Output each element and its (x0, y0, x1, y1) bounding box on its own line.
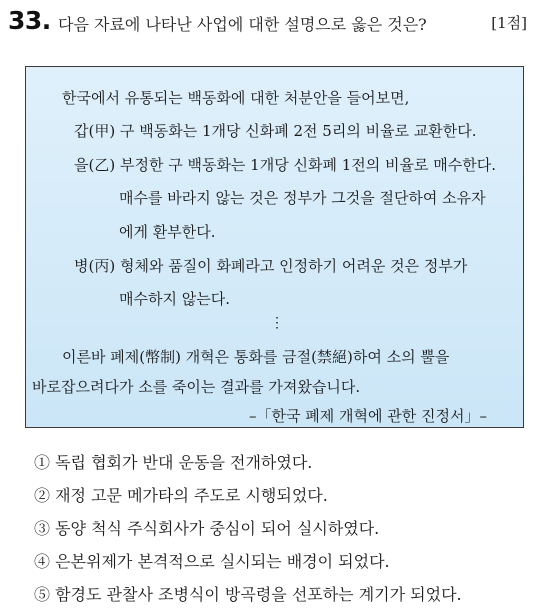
source-byeong-1: 병(丙) 형체와 품질이 화폐라고 인정하기 어려운 것은 정부가 (74, 257, 468, 275)
source-eul-2: 매수를 바라지 않는 것은 정부가 그것을 절단하여 소유자 (119, 189, 486, 207)
answer-choice-4[interactable]: ④ 은본위제가 본격적으로 실시되는 배경이 되었다. (34, 552, 390, 571)
source-conclusion-1: 이른바 폐제(幣制) 개혁은 통화를 금절(禁絕)하여 소의 뿔을 (62, 348, 450, 366)
question-header (8, 4, 531, 40)
question-points: [1점] (491, 14, 527, 32)
answer-choice-3[interactable]: ③ 동양 척식 주식회사가 중심이 되어 실시하였다. (34, 519, 380, 538)
source-ellipsis: ⋮ (270, 315, 284, 331)
source-intro: 한국에서 유통되는 백동화에 대한 처분안을 들어보면, (62, 89, 410, 107)
source-eul-3: 에게 환부한다. (119, 223, 216, 241)
source-eul-1: 을(乙) 부정한 구 백동화는 1개당 신화폐 1전의 비율로 매수한다. (74, 156, 496, 174)
answer-choice-5[interactable]: ⑤ 함경도 관찰사 조병식이 방곡령을 선포하는 계기가 되었다. (34, 585, 462, 604)
source-gap: 갑(甲) 구 백동화는 1개당 신화폐 2전 5리의 비율로 교환한다. (74, 122, 477, 140)
source-citation: –「한국 폐제 개혁에 관한 진정서」– (249, 407, 487, 425)
answer-choice-1[interactable]: ① 독립 협회가 반대 운동을 전개하였다. (34, 453, 313, 472)
source-box (25, 66, 524, 428)
answer-choice-2[interactable]: ② 재정 고문 메가타의 주도로 시행되었다. (34, 486, 328, 505)
question-number: 33. (8, 6, 51, 35)
source-conclusion-2: 바로잡으려다가 소를 죽이는 결과를 가져왔습니다. (32, 378, 361, 396)
source-byeong-2: 매수하지 않는다. (119, 290, 230, 308)
question-text: 다음 자료에 나타난 사업에 대한 설명으로 옳은 것은? (58, 15, 427, 34)
